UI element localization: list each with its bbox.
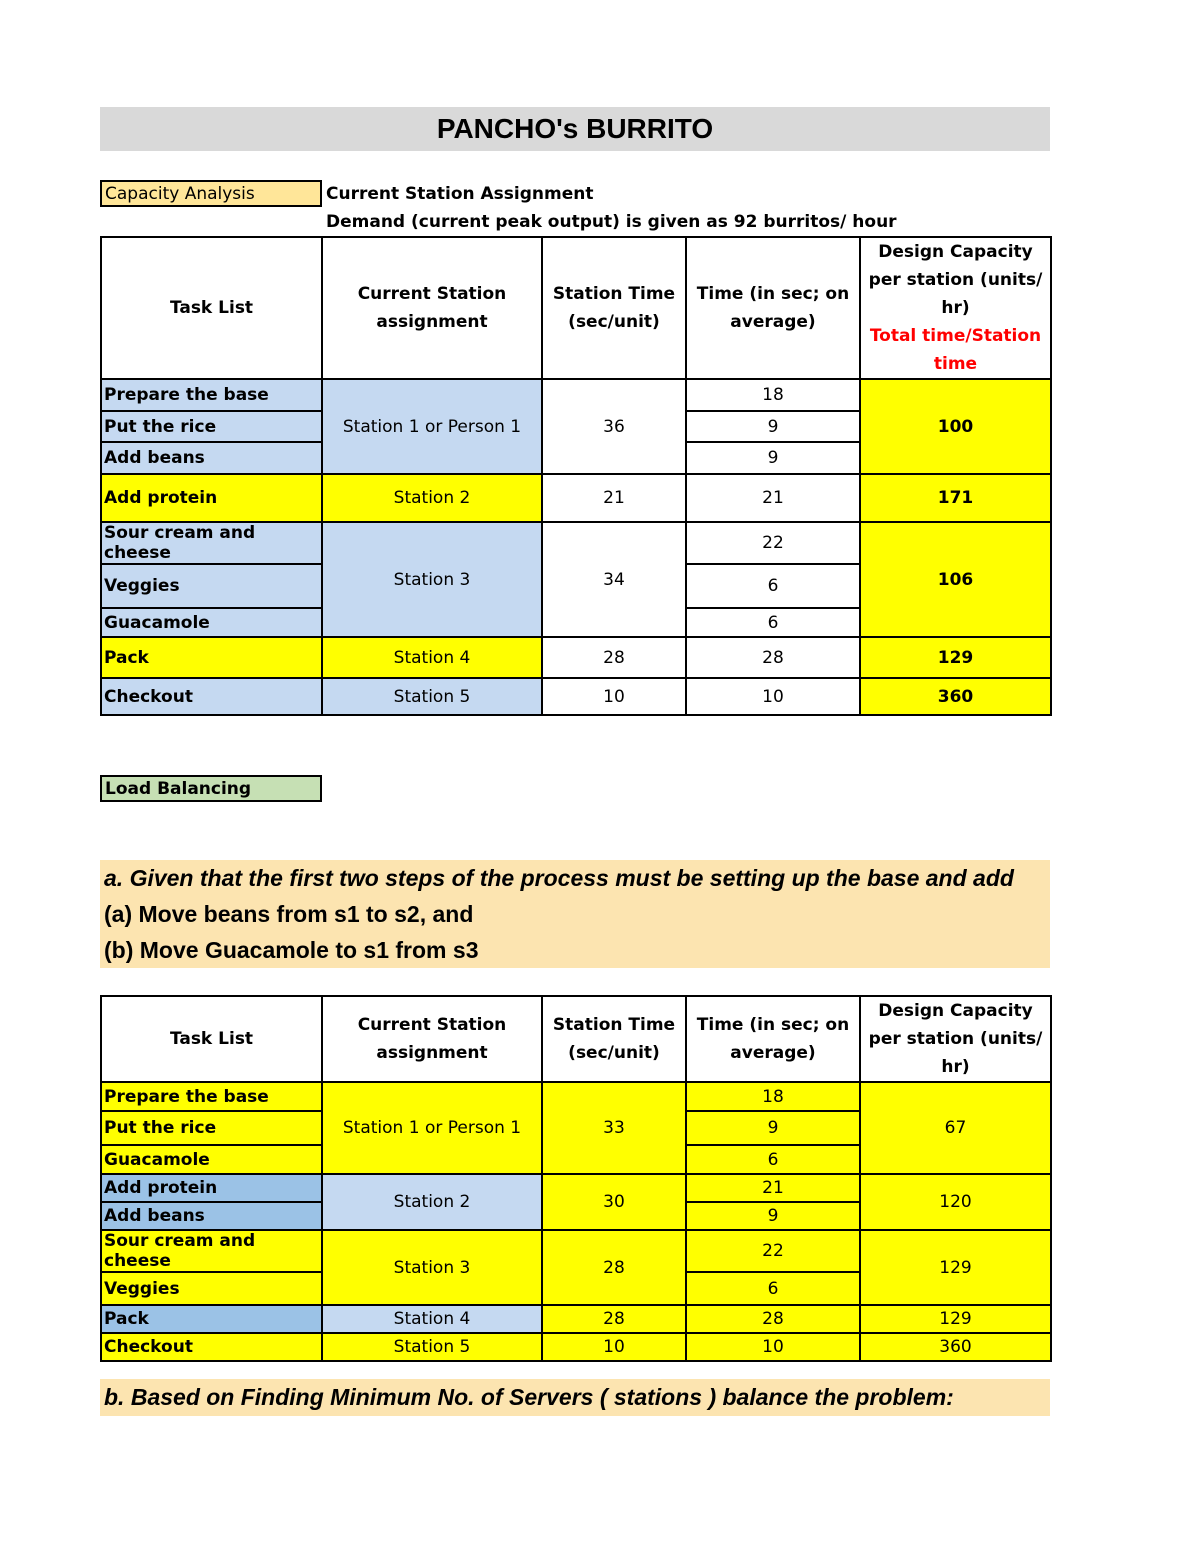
task-cell: Guacamole bbox=[101, 608, 322, 637]
table-row bbox=[101, 522, 1051, 564]
capacity-analysis-label: Capacity Analysis bbox=[100, 180, 322, 207]
time-cell: 22 bbox=[686, 522, 860, 564]
station-cell: Station 2 bbox=[322, 1174, 542, 1230]
task-cell: Put the rice bbox=[101, 411, 322, 442]
capacity-cell: 129 bbox=[860, 1230, 1051, 1305]
station-time-cell: 21 bbox=[542, 474, 686, 522]
header-station: Current Station assignment bbox=[322, 237, 542, 379]
station-time-cell: 34 bbox=[542, 522, 686, 637]
table-header-row bbox=[101, 237, 1051, 379]
table-row bbox=[101, 379, 1051, 411]
station-time-cell: 33 bbox=[542, 1082, 686, 1174]
header-station-time: Station Time (sec/unit) bbox=[542, 237, 686, 379]
table-row bbox=[101, 1174, 1051, 1202]
station-cell: Station 5 bbox=[322, 1333, 542, 1361]
station-time-cell: 28 bbox=[542, 637, 686, 678]
header-station-time: Station Time (sec/unit) bbox=[542, 996, 686, 1082]
header-station: Current Station assignment bbox=[322, 996, 542, 1082]
task-cell: Checkout bbox=[101, 1333, 322, 1361]
time-cell: 9 bbox=[686, 411, 860, 442]
station-time-cell: 30 bbox=[542, 1174, 686, 1230]
time-cell: 28 bbox=[686, 637, 860, 678]
capacity-cell: 67 bbox=[860, 1082, 1051, 1174]
time-cell: 10 bbox=[686, 1333, 860, 1361]
balanced-assignment-table bbox=[100, 995, 1052, 1362]
table-row bbox=[101, 1305, 1051, 1333]
time-cell: 6 bbox=[686, 1145, 860, 1174]
task-cell: Veggies bbox=[101, 1272, 322, 1305]
station-cell: Station 2 bbox=[322, 474, 542, 522]
capacity-cell: 129 bbox=[860, 637, 1051, 678]
capacity-cell: 106 bbox=[860, 522, 1051, 637]
time-cell: 9 bbox=[686, 442, 860, 474]
time-cell: 9 bbox=[686, 1202, 860, 1230]
header-time-average: Time (in sec; on average) bbox=[686, 996, 860, 1082]
header-capacity-text: Design Capacity per station (units/ hr) bbox=[868, 242, 1043, 318]
task-cell: Put the rice bbox=[101, 1111, 322, 1145]
task-cell: Guacamole bbox=[101, 1145, 322, 1174]
task-cell: Add protein bbox=[101, 474, 322, 522]
task-cell: Sour cream and cheese bbox=[101, 522, 322, 564]
task-cell: Sour cream and cheese bbox=[101, 1230, 322, 1272]
capacity-cell: 171 bbox=[860, 474, 1051, 522]
task-cell: Checkout bbox=[101, 678, 322, 715]
station-time-cell: 10 bbox=[542, 1333, 686, 1361]
task-cell: Prepare the base bbox=[101, 1082, 322, 1111]
time-cell: 18 bbox=[686, 1082, 860, 1111]
capacity-cell: 360 bbox=[860, 1333, 1051, 1361]
demand-text: Demand (current peak output) is given as 92 burritos/ hour bbox=[326, 212, 897, 232]
station-cell: Station 1 or Person 1 bbox=[322, 379, 542, 474]
table-row bbox=[101, 678, 1051, 715]
note-a-step-1: (a) Move beans from s1 to s2, and bbox=[104, 901, 474, 927]
station-cell: Station 4 bbox=[322, 1305, 542, 1333]
station-cell: Station 1 or Person 1 bbox=[322, 1082, 542, 1174]
task-cell: Prepare the base bbox=[101, 379, 322, 411]
task-cell: Veggies bbox=[101, 564, 322, 608]
time-cell: 6 bbox=[686, 608, 860, 637]
note-a-question: a. Given that the first two steps of the process must be setting up the base and add bbox=[104, 865, 1014, 891]
current-assignment-heading: Current Station Assignment bbox=[326, 184, 594, 204]
note-b-band bbox=[100, 1379, 1050, 1416]
time-cell: 28 bbox=[686, 1305, 860, 1333]
task-cell: Add beans bbox=[101, 1202, 322, 1230]
time-cell: 10 bbox=[686, 678, 860, 715]
note-b-question: b. Based on Finding Minimum No. of Servers ( stations ) balance the problem: bbox=[104, 1384, 954, 1410]
task-cell: Pack bbox=[101, 637, 322, 678]
station-cell: Station 5 bbox=[322, 678, 542, 715]
time-cell: 22 bbox=[686, 1230, 860, 1272]
task-cell: Pack bbox=[101, 1305, 322, 1333]
station-cell: Station 3 bbox=[322, 1230, 542, 1305]
time-cell: 9 bbox=[686, 1111, 860, 1145]
capacity-cell: 360 bbox=[860, 678, 1051, 715]
table-row bbox=[101, 474, 1051, 522]
table-row bbox=[101, 637, 1051, 678]
station-time-cell: 36 bbox=[542, 379, 686, 474]
header-capacity-formula: Total time/Station time bbox=[869, 326, 1042, 374]
station-cell: Station 3 bbox=[322, 522, 542, 637]
load-balancing-label: Load Balancing bbox=[100, 775, 322, 802]
table-row bbox=[101, 1082, 1051, 1111]
current-assignment-table bbox=[100, 236, 1052, 716]
table-header-row bbox=[101, 996, 1051, 1082]
time-cell: 6 bbox=[686, 564, 860, 608]
time-cell: 21 bbox=[686, 1174, 860, 1202]
note-a-step-2: (b) Move Guacamole to s1 from s3 bbox=[104, 937, 479, 963]
task-cell: Add protein bbox=[101, 1174, 322, 1202]
note-a-band bbox=[100, 860, 1050, 968]
capacity-cell: 129 bbox=[860, 1305, 1051, 1333]
header-task-list: Task List bbox=[101, 237, 322, 379]
header-task-list: Task List bbox=[101, 996, 322, 1082]
task-cell: Add beans bbox=[101, 442, 322, 474]
station-time-cell: 28 bbox=[542, 1305, 686, 1333]
capacity-cell: 120 bbox=[860, 1174, 1051, 1230]
time-cell: 21 bbox=[686, 474, 860, 522]
time-cell: 18 bbox=[686, 379, 860, 411]
station-time-cell: 10 bbox=[542, 678, 686, 715]
station-time-cell: 28 bbox=[542, 1230, 686, 1305]
header-capacity: Design Capacity per station (units/ hr) bbox=[860, 996, 1051, 1082]
station-cell: Station 4 bbox=[322, 637, 542, 678]
header-time-average: Time (in sec; on average) bbox=[686, 237, 860, 379]
header-capacity bbox=[860, 237, 1051, 379]
capacity-cell: 100 bbox=[860, 379, 1051, 474]
time-cell: 6 bbox=[686, 1272, 860, 1305]
table-row bbox=[101, 1230, 1051, 1272]
table-row bbox=[101, 1333, 1051, 1361]
page-title: PANCHO's BURRITO bbox=[100, 107, 1050, 151]
